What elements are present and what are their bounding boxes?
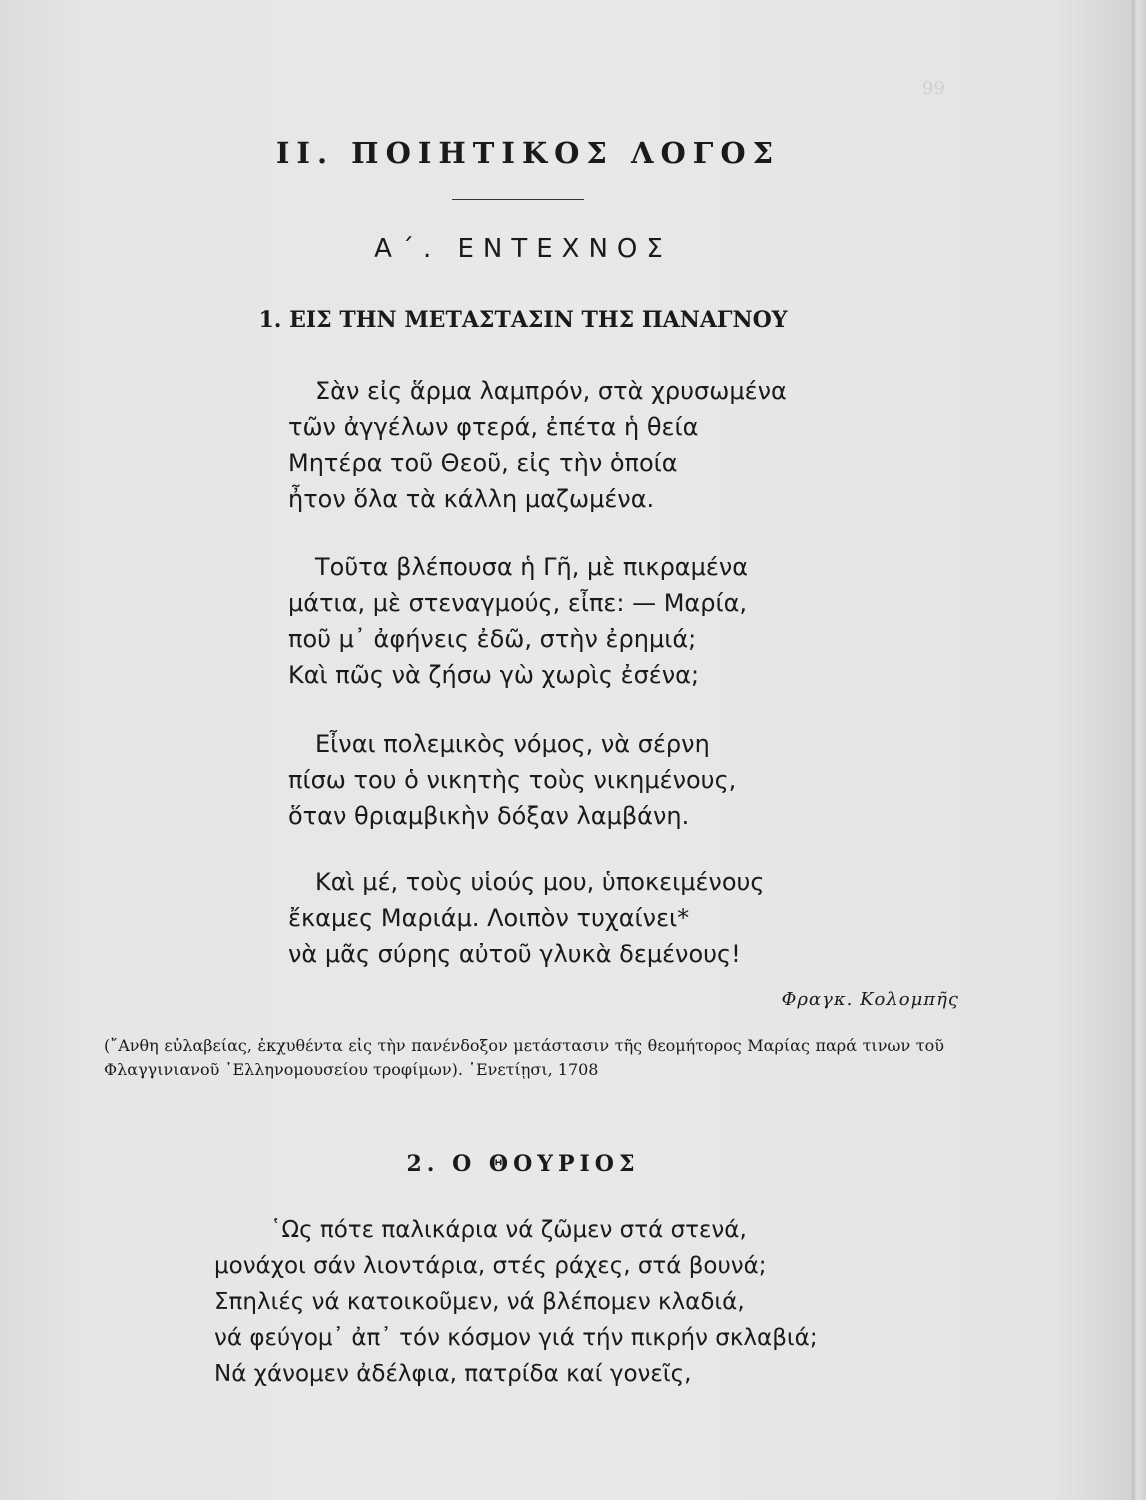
poem-line: ἔκαμες Μαριάμ. Λοιπὸν τυχαίνει*: [288, 904, 690, 932]
poem-line: ὅταν θριαμβικὴν δόξαν λαμβάνη.: [288, 802, 690, 830]
poem-line: μάτια, μὲ στεναγμούς, εἶπε: — Μαρία,: [288, 589, 748, 617]
poem-line: τῶν ἀγγέλων φτερά, ἐπέτα ἡ θεία: [288, 413, 699, 441]
poem-line: Σπηλιές νά κατοικοῦμεν, νά βλέπομεν κλαδιά,: [214, 1289, 745, 1315]
title-divider: [452, 199, 584, 200]
poem-line: μονάχοι σάν λιοντάρια, στές ράχες, στά βουνά;: [214, 1253, 767, 1279]
poem-line: ποῦ μ᾿ ἀφήνεις ἐδῶ, στὴν ἐρημιά;: [288, 625, 697, 653]
poem-line: Εἶναι πολεμικὸς νόμος, νὰ σέρνη: [315, 730, 710, 758]
poem1-stanza-3: [288, 726, 736, 834]
poem-line: ῾Ως πότε παλικάρια νά ζῶμεν στά στενά,: [270, 1217, 747, 1243]
poem-line: Καὶ πῶς νὰ ζήσω γὼ χωρὶς ἐσένα;: [288, 661, 700, 689]
poem1-stanza-4: [288, 864, 765, 972]
poem-line: Μητέρα τοῦ Θεοῦ, εἰς τὴν ὁποία: [288, 449, 678, 477]
poem1-stanza-2: [288, 549, 748, 693]
page-edge: [1132, 0, 1146, 1500]
poem-line: Νά χάνομεν ἀδέλφια, πατρίδα καί γονεῖς,: [214, 1361, 692, 1387]
poem-line: πίσω του ὁ νικητὴς τοὺς νικημένους,: [288, 766, 737, 794]
section-title: II. ΠΟΙΗΤΙΚΟΣ ΛΟΓΟΣ: [275, 136, 781, 170]
subsection-title: Α΄. ΕΝΤΕΧΝΟΣ: [374, 234, 672, 264]
poem-line: Σὰν εἰς ἅρμα λαμπρόν, στὰ χρυσωμένα: [315, 377, 787, 405]
poem-line: Καὶ μέ, τοὺς υἱούς μου, ὑποκειμένους: [315, 868, 765, 896]
page-number: 99: [922, 78, 945, 99]
poem-line: ἦτον ὅλα τὰ κάλλη μαζωμένα.: [288, 485, 655, 513]
poem-line: νὰ μᾶς σύρης αὐτοῦ γλυκὰ δεμένους!: [288, 940, 741, 968]
poem-line: Τοῦτα βλέπουσα ἡ Γῆ, μὲ πικραμένα: [315, 553, 749, 581]
poem-title-2: 2. Ο ΘΟΥΡΙΟΣ: [406, 1151, 640, 1177]
source-note: (῎Ανθη εὐλαβείας, ἐκχυθέντα εἰς τὴν πανένδοξον μετάστασιν τῆς θεομήτορος Μαρίας παρά τινων τοῦ Φλαγγινιανοῦ ῾Ελληνομουσείου τροφίμων). ῾Ενετίῃσι, 1708: [104, 1036, 944, 1079]
poem-line: νά φεύγομ᾿ ἀπ᾿ τόν κόσμον γιά τήν πικρήν σκλαβιά;: [214, 1325, 818, 1351]
poem2-stanza-1: [214, 1212, 818, 1392]
poem1-stanza-1: [288, 373, 787, 517]
poem-title-1: 1. ΕΙΣ ΤΗΝ ΜΕΤΑΣΤΑΣΙΝ ΤΗΣ ΠΑΝΑΓΝΟΥ: [258, 307, 788, 333]
poem-attribution: Φραγκ. Κολομπῆς: [781, 989, 959, 1010]
